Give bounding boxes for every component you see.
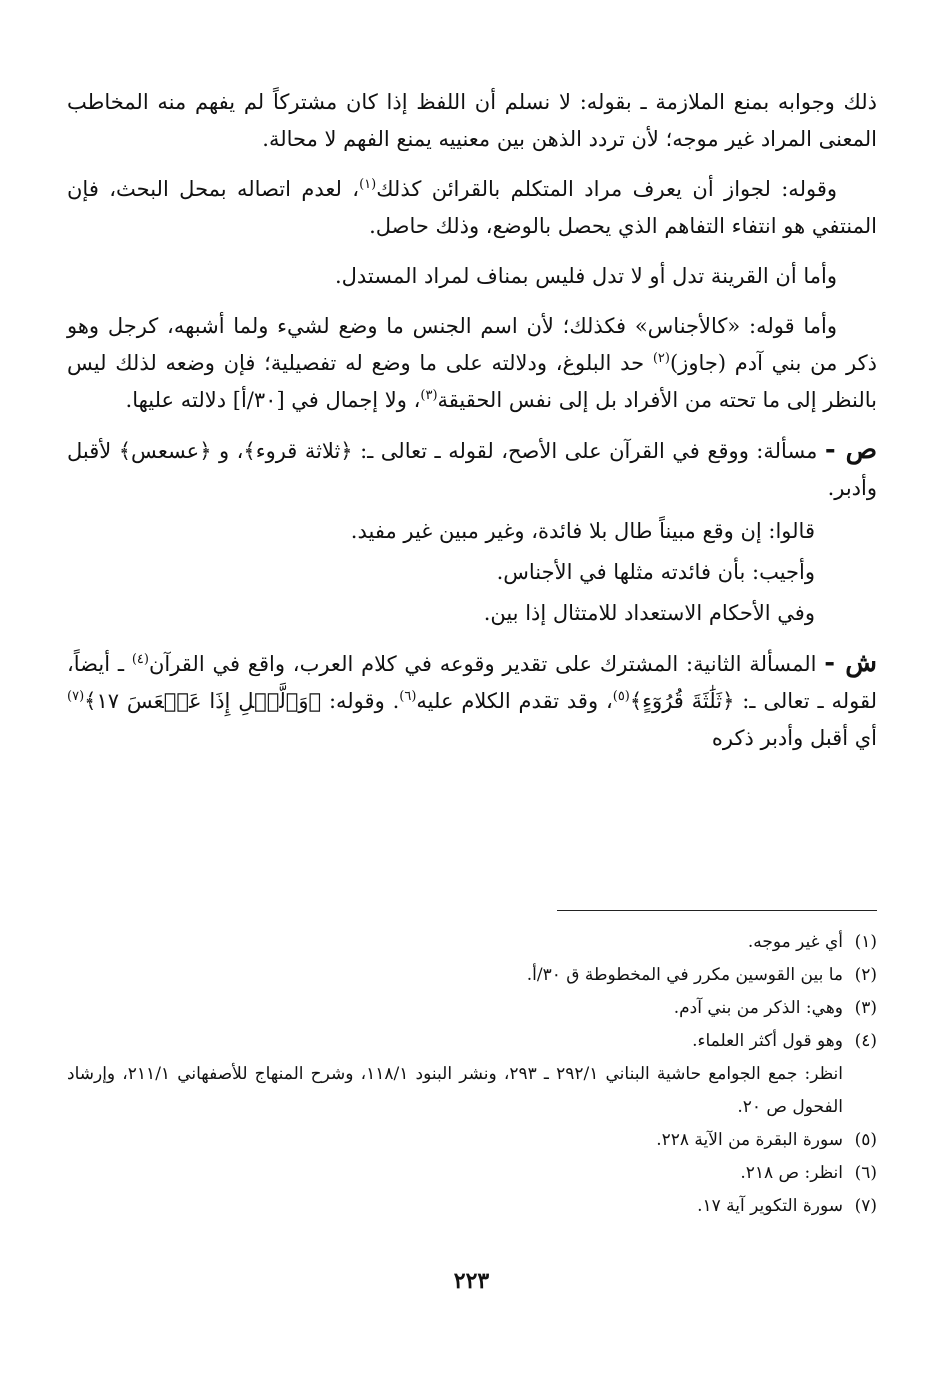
footnote-2 xyxy=(67,959,877,992)
paragraph-9-text-c: ، وقد تقدم الكلام عليه xyxy=(416,689,613,713)
sad-marker: ص - xyxy=(824,435,878,465)
paragraph-4 xyxy=(67,308,877,419)
paragraph-9-text-d: . وقوله: ﴿وَٱلَّيۡلِ إِذَا عَسۡعَسَ ١٧﴾ xyxy=(84,689,400,713)
paragraph-1: ذلك وجوابه بمنع الملازمة ـ بقوله: لا نسلم أن اللفظ إذا كان مشتركاً لم يفهم منه المخاطب المعنى المراد غير موجه؛ لأن تردد الذهن بين معنييه يمنع الفهم لا محالة. xyxy=(67,90,877,151)
footnote-3 xyxy=(67,992,877,1025)
footnote-number: (٣) xyxy=(854,998,877,1018)
footnote-text: وهو قول أكثر العلماء. xyxy=(692,1031,843,1051)
footnote-text: سورة البقرة من الآية ٢٢٨. xyxy=(656,1130,843,1150)
footnote-text: وهي: الذكر من بني آدم. xyxy=(673,998,843,1018)
footnote-4-continuation: انظر: جمع الجوامع حاشية البناني ٢٩٢/١ ـ ٢٩٣، ونشر البنود ١١٨/١، وشرح المنهاج للأصفهاني ٢١١/١، وإرشاد الفحول ص ٢٠. xyxy=(67,1064,843,1117)
paragraph-6: قالوا: إن وقع مبيناً طال بلا فائدة، وغير مبين غير مفيد. xyxy=(350,519,815,543)
footnote-divider xyxy=(557,910,877,911)
paragraph-4-text-b: حد البلوغ، ودلالته على ما وضع له تفصيلية؛ فإن وضعه لذلك ليس بالنظر إلى ما تحته من الأفراد بل إلى نفس الحقيقة xyxy=(67,351,877,412)
footnotes xyxy=(67,926,877,1223)
paragraph-5-matn xyxy=(67,432,877,507)
main-text xyxy=(67,84,877,770)
footnote-1 xyxy=(67,926,877,959)
paragraph-2 xyxy=(67,171,877,245)
footnote-text: ما بين القوسين مكرر في المخطوطة ق ٣٠/أ. xyxy=(526,965,843,985)
footnote-text: انظر: ص ٢١٨. xyxy=(740,1163,843,1183)
paragraph-8: وفي الأحكام الاستعداد للامتثال إذا بين. xyxy=(483,601,815,625)
shin-marker: ش - xyxy=(824,648,877,678)
paragraph-4-text-c: ، ولا إجمال في [٣٠/أ] دلالته عليها. xyxy=(125,388,421,412)
paragraph-4-text-a: وأما قوله: «كالأجناس» فكذلك؛ لأن اسم الجنس ما وضع لشيء ولما أشبهه، كرجل وهو ذكر من بني آدم (جاوز) xyxy=(67,314,877,375)
footnote-ref-2: (٢) xyxy=(652,351,670,366)
page-number: ٢٢٣ xyxy=(453,1268,490,1294)
footnote-number: (٤) xyxy=(854,1031,877,1051)
footnote-ref-4: (٤) xyxy=(131,652,149,667)
paragraph-9-sharh xyxy=(67,645,877,757)
paragraph-9-text-a: المسألة الثانية: المشترك على تقدير وقوعه في كلام العرب، واقع في القرآن xyxy=(148,652,825,676)
paragraph-5-text: مسألة: ووقع في القرآن على الأصح، لقوله ـ تعالى ـ: ﴿ثلاثة قروء﴾، و ﴿عسعس﴾ لأقبل وأدبر. xyxy=(67,439,877,500)
footnote-number: (٧) xyxy=(854,1196,877,1216)
footnote-6 xyxy=(67,1157,877,1190)
paragraph-9-text-b: ـ أيضاً، لقوله ـ تعالى ـ: ﴿ثَلَٰثَةَ قُرُوٓءٍ﴾ xyxy=(67,652,877,713)
paragraph-2-text-a: وقوله: لجواز أن يعرف مراد المتكلم بالقرائن كذلك xyxy=(376,177,837,201)
footnote-number: (١) xyxy=(854,932,877,952)
footnote-ref-1: (١) xyxy=(359,177,377,192)
footnote-5 xyxy=(67,1124,877,1157)
footnote-7 xyxy=(67,1190,877,1223)
paragraph-2-text-b: ، لعدم اتصاله بمحل البحث، فإن المنتفي هو انتفاء التفاهم الذي يحصل بالوضع، وذلك حاصل. xyxy=(67,177,877,238)
footnote-4 xyxy=(67,1025,877,1058)
footnote-number: (٦) xyxy=(854,1163,877,1183)
footnote-number: (٢) xyxy=(854,965,877,985)
footnote-ref-6: (٦) xyxy=(399,689,417,704)
paragraph-7: وأجيب: بأن فائدته مثلها في الأجناس. xyxy=(496,560,815,584)
footnote-ref-5: (٥) xyxy=(612,689,630,704)
footnote-text: أي غير موجه. xyxy=(747,932,843,952)
footnote-ref-3: (٣) xyxy=(420,388,438,403)
paragraph-9-text-e: أي أقبل وأدبر ذكره xyxy=(711,726,877,750)
paragraph-3: وأما أن القرينة تدل أو لا تدل فليس بمناف لمراد المستدل. xyxy=(334,264,837,288)
footnote-text: سورة التكوير آية ١٧. xyxy=(697,1196,843,1216)
footnote-ref-7: (٧) xyxy=(67,689,85,704)
footnote-number: (٥) xyxy=(854,1130,877,1150)
